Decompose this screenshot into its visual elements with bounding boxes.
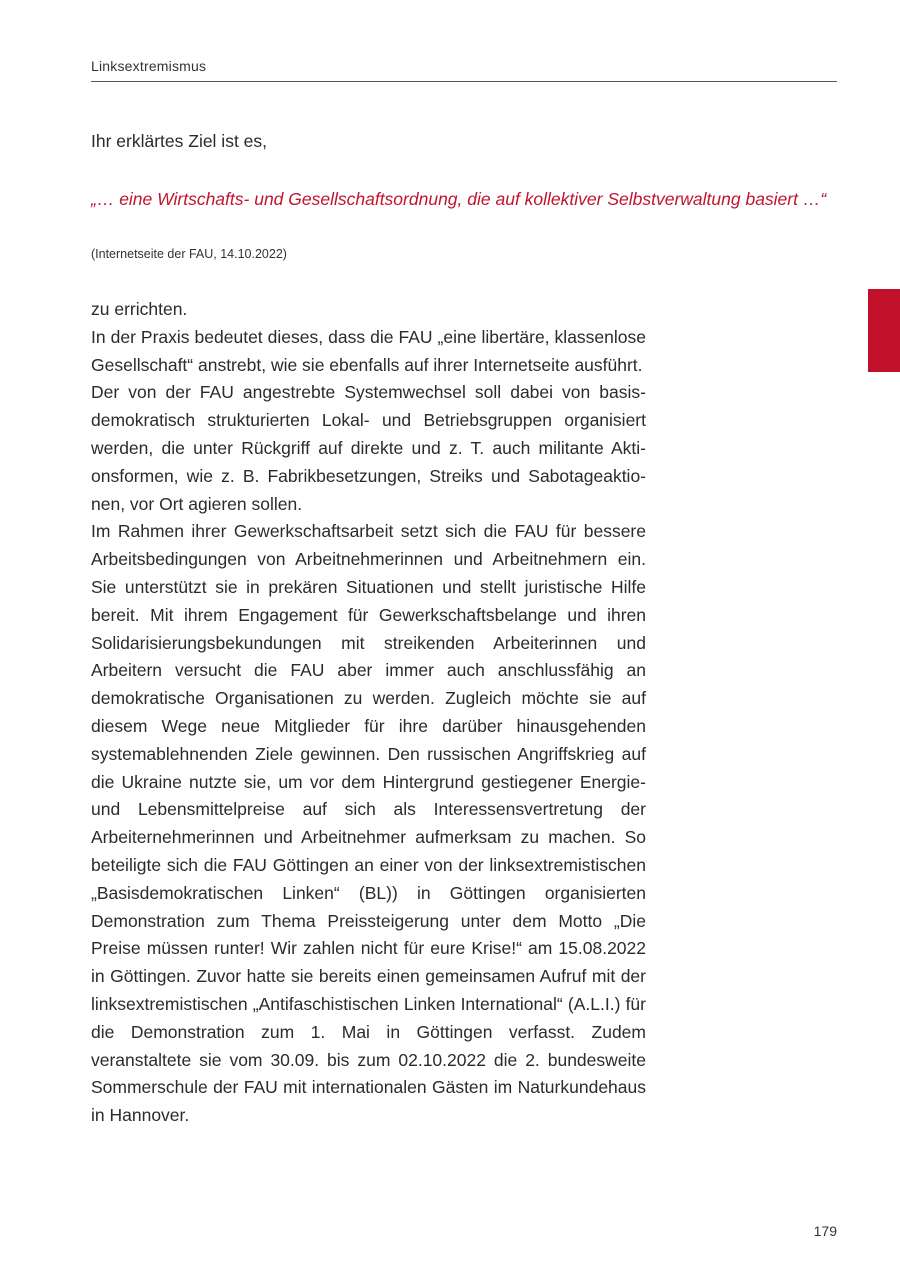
running-header: Linksextremismus [91,58,207,74]
header-divider [91,81,837,82]
intro-sentence: Ihr erklärtes Ziel ist es, [91,131,268,151]
body-paragraph: Im Rahmen ihrer Gewerkschaftsarbeit setzt sich die FAU für bessere Arbeitsbedingungen von Arbeitnehmerinnen und Arbeitnehmern ein. Sie unterstützt sie in prekären Situationen und stellt juristische Hilfe bereit. Mit ihrem Engagement für Gewerkschaftsbelange und ihren Solidarisierungsbekundungen mit streikenden Arbeiterinnen und Arbeitern versucht die FAU aber immer auch anschlussfähig an demokratische Organisationen zu werden. Zugleich möchte sie auf diesem Wege neue Mitglieder für ihre darüber hinausgehenden systemablehnenden Ziele gewinnen. Den russischen Angriffskrieg auf die Ukraine nutzte sie, um vor dem Hintergrund gestiegener Energie- und Lebensmittelpreise auf sich als Interessensvertretung der Arbeiternehmerinnen und Arbeitnehmer aufmerksam zu machen. So beteiligte sich die FAU Göttingen an einer von der linksextremistischen „Basisdemokratischen Linken“ (BL)) in Göttingen organisierten Demonstration zum Thema Preissteigerung unter dem Motto „Die Preise müssen runter! Wir zahlen nicht für eure Krise!“ am 15.08.2022 in Göttingen. Zuvor hatte sie bereits einen gemeinsamen Aufruf mit der linksextremistischen „Antifaschistischen Linken International“ (A.L.I.) für die Demonstration zum 1. Mai in Göttingen verfasst. Zudem veranstaltete sie vom 30.09. bis zum 02.10.2022 die 2. bundesweite Sommerschule der FAU mit internationalen Gästen im Naturkundehaus in Hannover. [91,521,646,1126]
page-number: 179 [813,1223,837,1239]
body-text [91,296,646,1130]
body-paragraph: Der von der FAU angestrebte Systemwechsel soll dabei von basisdemokratisch strukturierten Lokal- und Betriebsgruppen organisiert werden, die unter Rückgriff auf direkte und z. T. auch militante Aktionsformen, wie z. B. Fabrikbesetzungen, Streiks und Sabotageaktionen, vor Ort agieren sollen. [91,382,646,514]
quote-text: „… eine Wirtschafts- und Gesellschaftsordnung, die auf kollektiver Selbstverwaltung basiert …“ [91,189,827,209]
body-paragraph: zu errichten. [91,299,188,319]
body-paragraph: In der Praxis bedeutet dieses, dass die FAU „eine libertäre, klassenlose Gesellschaft“ anstrebt, wie sie ebenfalls auf ihrer Internetseite ausführt. [91,326,646,375]
chapter-side-tab [868,289,900,372]
quote-source: (Internetseite der FAU, 14.10.2022) [91,247,287,261]
